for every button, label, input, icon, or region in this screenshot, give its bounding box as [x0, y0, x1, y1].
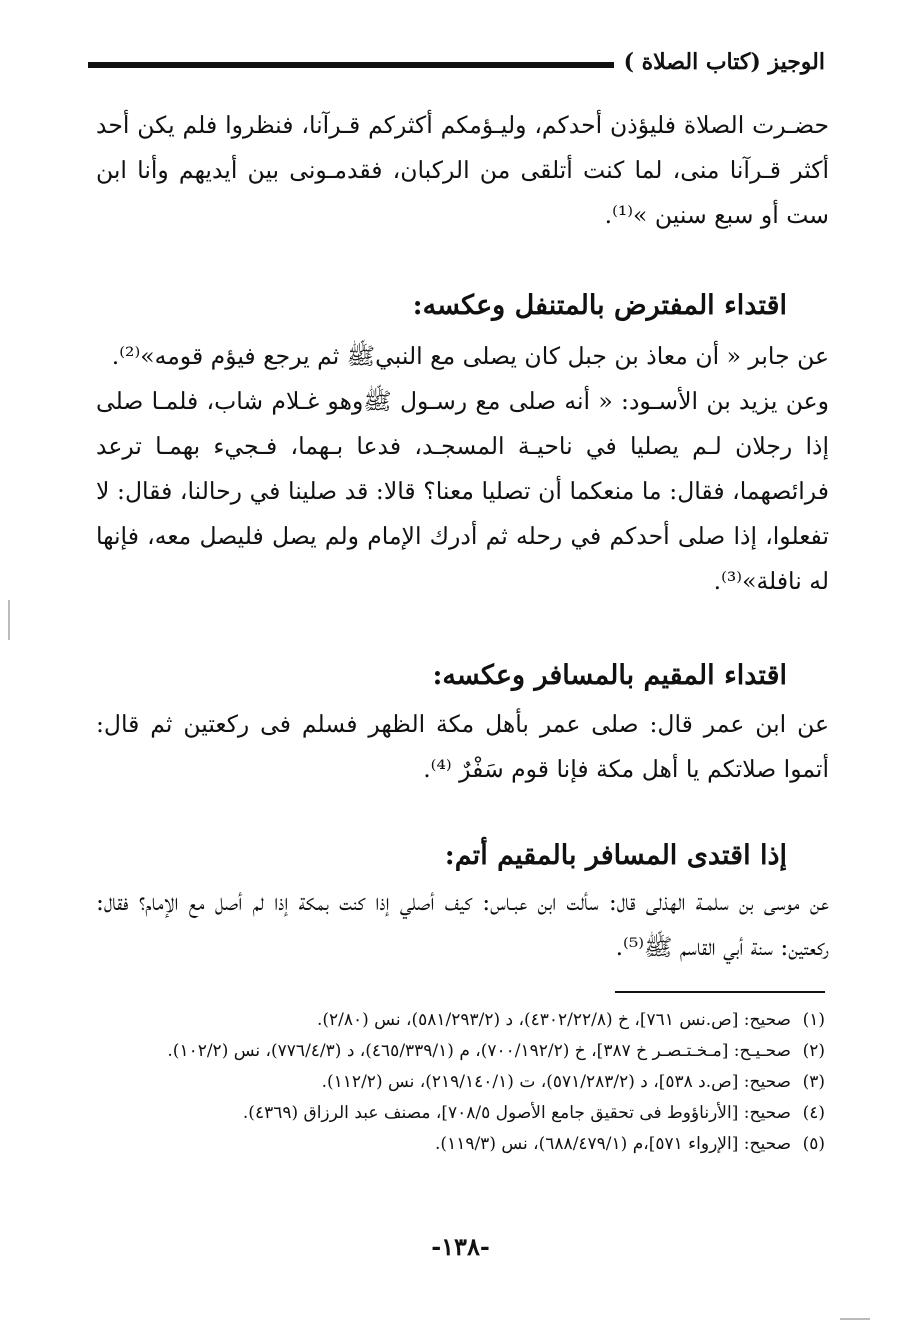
section-body	[96, 702, 829, 792]
footnote-number: (٥)	[802, 1134, 825, 1154]
footnote-number: (١)	[802, 1010, 825, 1030]
footnote-text: صحيح: [ص.د ٥٣٨]، د (٥٧١/٢٨٣/٢)، ت (٢١٩/١٤٠/١)، نس (١١٢/٢).	[321, 1072, 791, 1092]
section-heading: إذا اقتدى المسافر بالمقيم أتم:	[444, 840, 787, 871]
section-continuation	[96, 103, 829, 238]
scan-artifact	[8, 600, 10, 640]
section-heading: اقتداء المقيم بالمسافر وعكسه:	[432, 660, 787, 691]
footnote	[96, 1067, 825, 1098]
footnote-number: (٤)	[802, 1103, 825, 1123]
paragraph: عن موسى بن سلمـة الهذلى قال: سألت ابن عبـاس: كيف أصلي إذا كنت بمكة إذا لم أصل مع الإمام؟ فقال: ركعتين: سنة أبي القاسم ﷺ⁽⁵⁾.	[96, 888, 829, 961]
footnote-text: صحـيـح: [مـخـتـصـر خ ٣٨٧]، خ (٧٠٠/١٩٢/٢)، م (٤٦٥/٣٣٩/١)، د (٧٧٦/٤/٣)، نس (١٠٢/٢).	[167, 1041, 791, 1061]
footnote-separator	[615, 991, 825, 993]
footnote-number: (٣)	[802, 1072, 825, 1092]
paragraph: وعن يزيد بن الأسـود: « أنه صلى مع رسـول ﷺوهو غـلام شاب، فلمـا صلى إذا رجلان لـم يصليا في ناحيـة المسجـد، فدعا بـهما، فـجيء بهمـا ترعد فرائصهما، فقال: ما منعكما أن تصليا معنا؟ قالا: قد صلينا في رحالنا، فقال: لا تفعلوا، إذا صلى أحدكم في رحله ثم أدرك الإمام ولم يصل فليصل معه، فإنها له نافلة»⁽³⁾.	[96, 387, 829, 595]
paragraph: عن ابن عمر قال: صلى عمر بأهل مكة الظهر فسلم فى ركعتين ثم قال: أتموا صلاتكم يا أهل مكة فإنا قوم سَفْرٌ ⁽⁴⁾.	[96, 710, 829, 783]
running-head-rule	[88, 62, 614, 68]
paragraph: حضـرت الصلاة فليؤذن أحدكم، وليـؤمكم أكثركم قـرآنا، فنظروا فلم يكن أحد أكثر قـرآنا منى، لما كنت أتلقى من الركبان، فقدمـونى بين أيديهم وأنا ابن ست أو سبع سنين »⁽¹⁾.	[96, 111, 829, 229]
page-number: -١٣٨-	[431, 1232, 490, 1261]
paragraph: عن جابر « أن معاذ بن جبل كان يصلى مع النبيﷺ ثم يرجع فيؤم قومه»⁽²⁾.	[111, 342, 829, 370]
section-body	[96, 334, 829, 604]
footnote-number: (٢)	[802, 1041, 825, 1061]
section-heading: اقتداء المفترض بالمتنفل وعكسه:	[412, 290, 787, 321]
scan-artifact	[840, 1318, 870, 1320]
footnote	[96, 1005, 825, 1036]
footnote	[96, 1098, 825, 1129]
footnote	[96, 1129, 825, 1160]
running-head-title: الوجيز (كتاب الصلاة )	[623, 49, 825, 75]
footnote	[96, 1036, 825, 1067]
running-head	[88, 44, 825, 80]
footnote-text: صحيح: [الأرناؤوط فى تحقيق جامع الأصول ٧٠٨/٥]، مصنف عبد الرزاق (٤٣٦٩).	[242, 1103, 791, 1123]
footnote-text: صحيح: [الإرواء ٥٧١]،م (٦٨٨/٤٧٩/١)، نس (١١٩/٣).	[435, 1134, 791, 1154]
section-body	[96, 880, 829, 970]
footnote-text: صحيح: [ص.نس ٧٦١]، خ (٤٣٠٢/٢٢/٨)، د (٥٨١/٢٩٣/٢)، نس (٢/٨٠).	[316, 1010, 791, 1030]
footnotes	[96, 1005, 825, 1160]
